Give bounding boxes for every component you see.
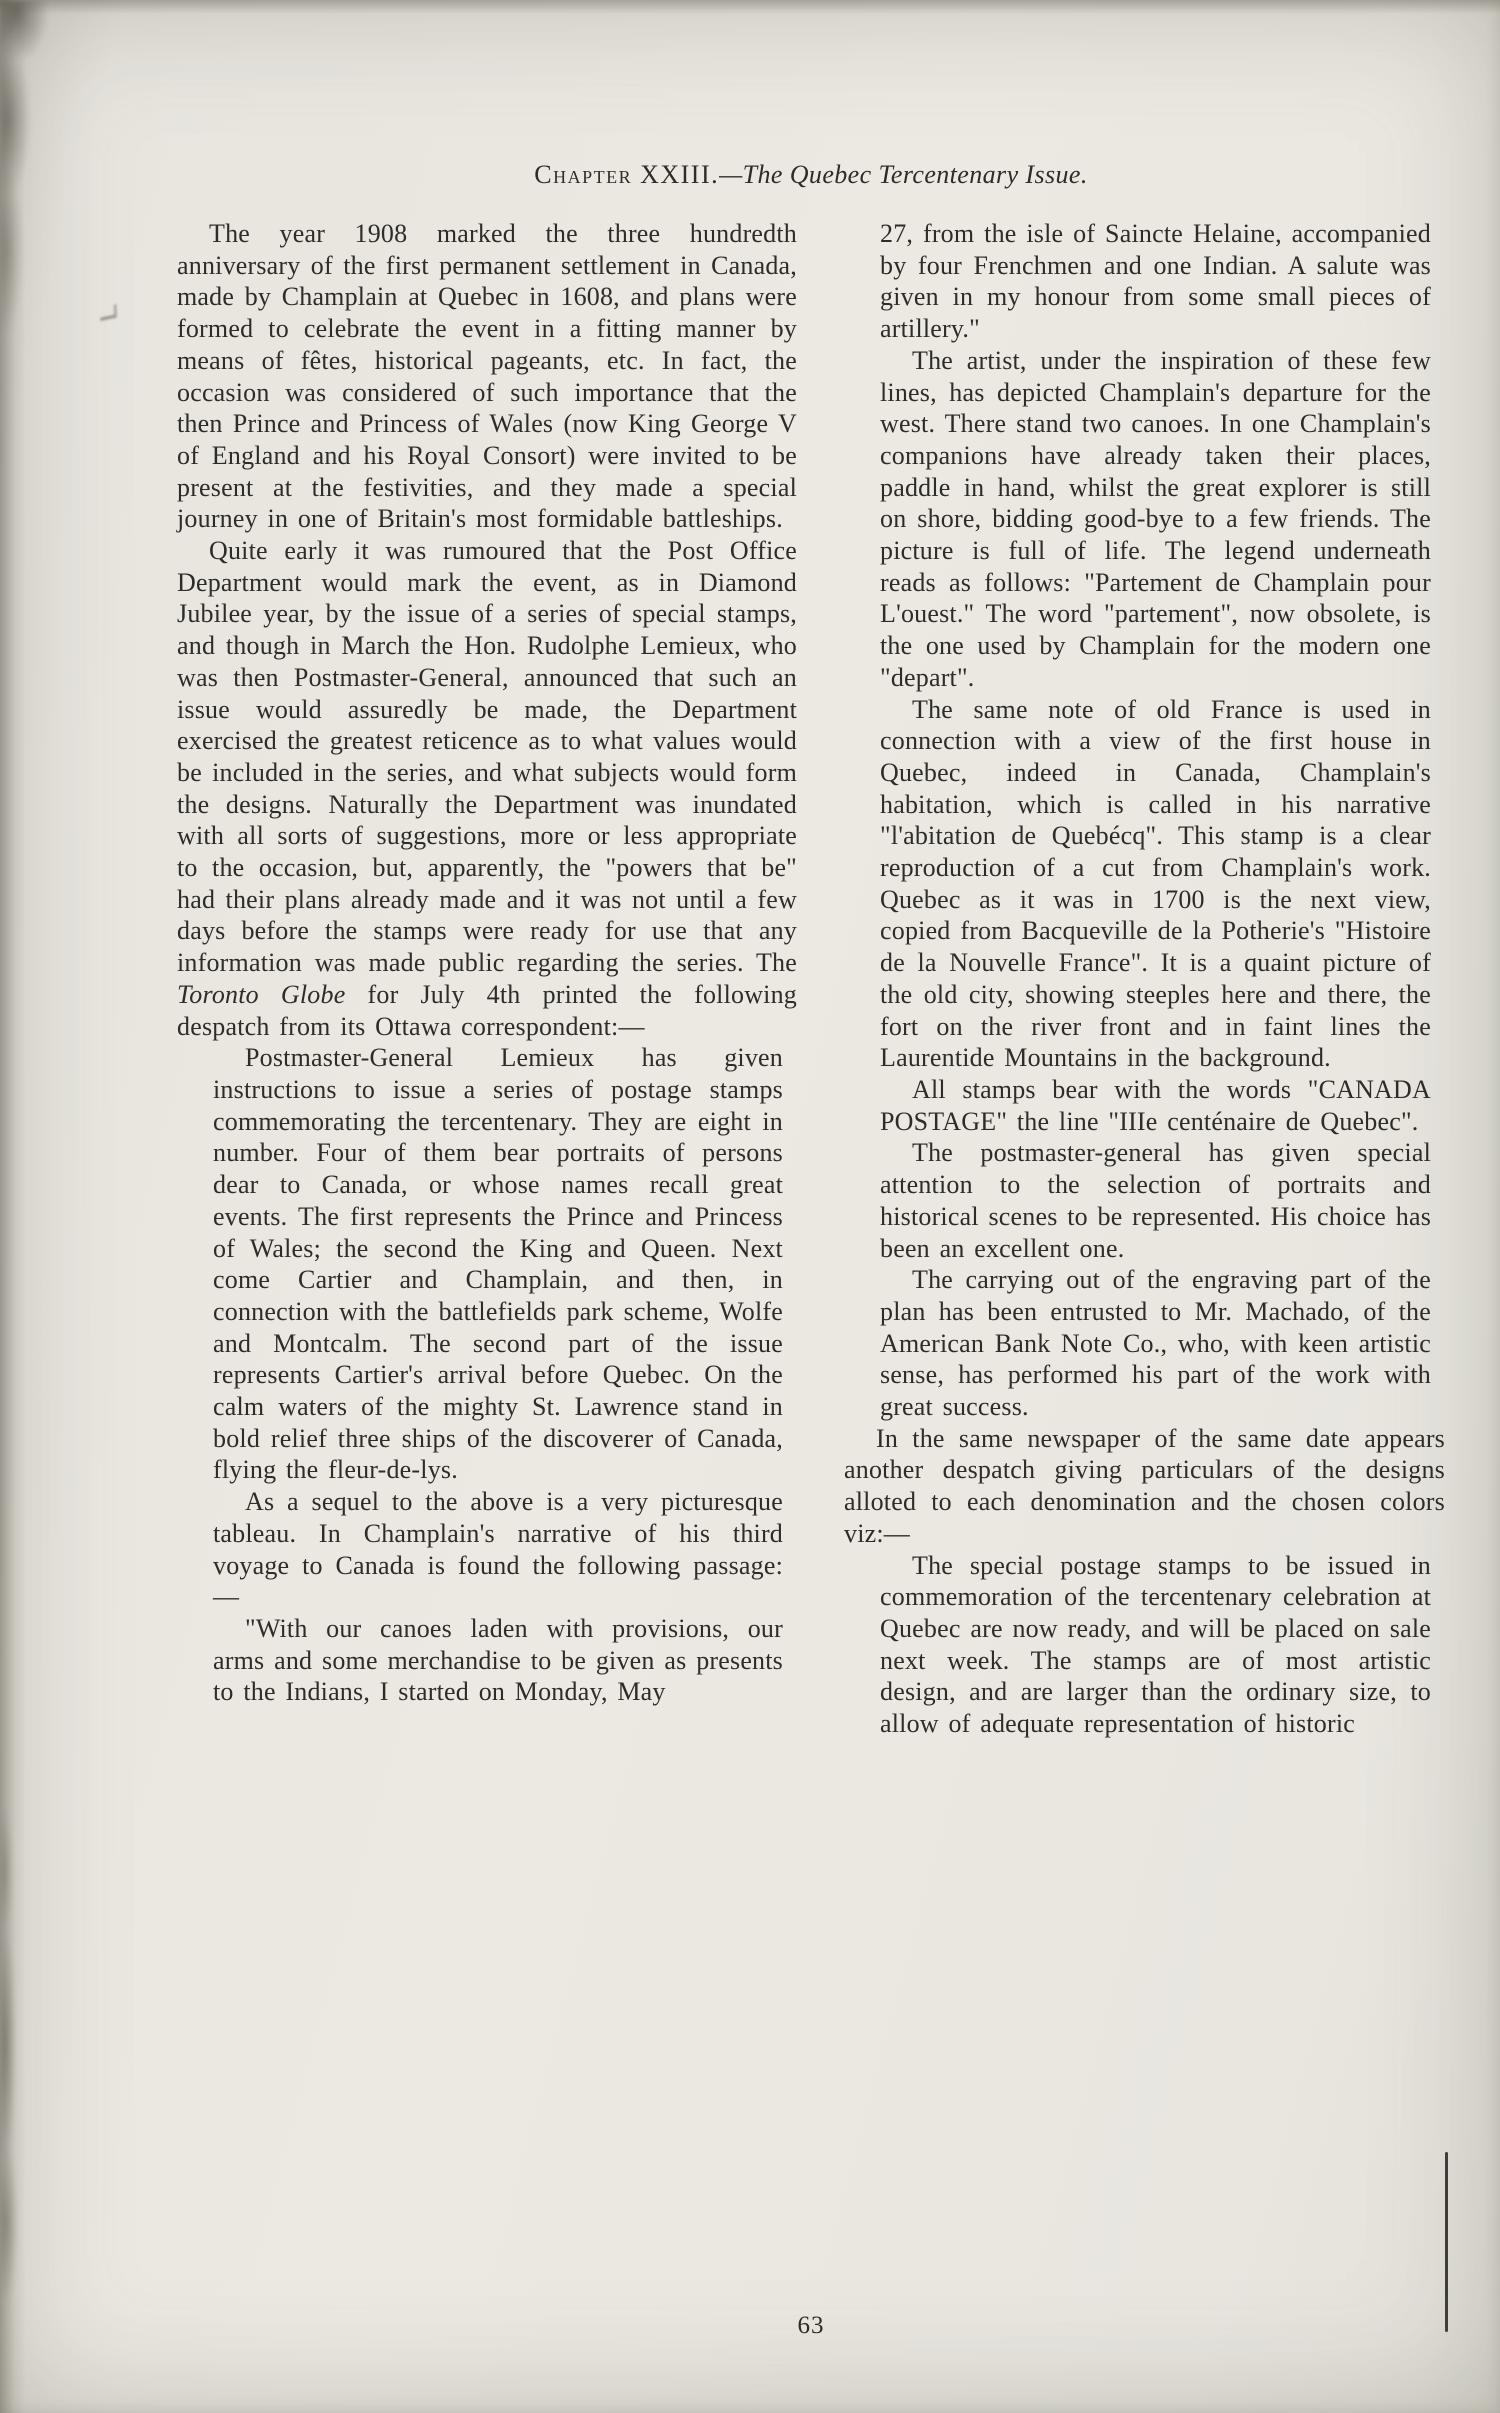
scan-edge-artifact xyxy=(0,0,1500,14)
scan-corner-artifact xyxy=(0,0,90,330)
paragraph-text: for July 4th printed the following despatch from its Ottawa correspondent:— xyxy=(177,979,797,1041)
despatch-paragraph-continued: 27, from the isle of Saincte Helaine, accompanied by four Frenchmen and one Indian. A salute was given in my honour from some small pieces of artillery." xyxy=(880,219,1431,344)
despatch-paragraph: The artist, under the inspiration of these few lines, has depicted Champlain's departure for the west. There stand two canoes. In one Champlain's companions have already taken their places, paddle in hand, whilst the great explorer is still on shore, bidding good-bye to a few friends. The picture is full of life. The legend underneath reads as follows: "Partement de Champlain pour L'ouest." The word "partement", now obsolete, is the one used by Champlain for the modern one "depart". xyxy=(880,345,1431,692)
chapter-heading xyxy=(177,158,1445,192)
newspaper-name: Toronto Globe xyxy=(177,979,346,1009)
paragraph-text: Quite early it was rumoured that the Post Office Department would mark the event, as in Diamond Jubilee year, by the issue of a series of special stamps, and though in March the Hon. Rudolphe Lemieux, who was then Postmaster-General, announced that such an issue would assuredly be made, the Department exercised the greatest reticence as to what values would be included in the series, and what subjects would form the designs. Naturally the Department was inundated with all sorts of suggestions, more or less appropriate to the occasion, but, apparently, the "powers that be" had their plans already made and it was not until a few days before the stamps were ready for use that any information was made public regarding the series. The xyxy=(177,536,797,978)
scan-line-artifact xyxy=(1445,2152,1448,2332)
despatch-paragraph: The same note of old France is used in connection with a view of the first house in Quebec, indeed in Canada, Champlain's habitation, which is called in his narrative "l'abitation de Quebécq". This stamp is a clear reproduction of a cut from Champlain's work. Quebec as it was in 1700 is the next view, copied from Bacqueville de la Potherie's "Histoire de la Nouvelle France". It is a quaint picture of the old city, showing steeples here and there, the fort on the river front and in faint lines the Laurentide Mountains in the background. xyxy=(880,694,1431,1073)
page-number: 63 xyxy=(797,2312,825,2339)
despatch-paragraph: As a sequel to the above is a very picturesque tableau. In Champlain's narrative of his third voyage to Canada is found the following passage:— xyxy=(213,1487,783,1612)
despatch-paragraph: "With our canoes laden with provisions, our arms and some merchandise to be given as presents to the Indians, I started on Monday, May xyxy=(213,1613,783,1707)
chapter-title: —The Quebec Tercentenary Issue. xyxy=(719,160,1088,189)
left-column xyxy=(177,218,797,1708)
despatch-paragraph: The special postage stamps to be issued in commemoration of the tercentenary celebration at Quebec are now ready, and will be placed on sale next week. The stamps are of most artistic design, and are larger than the ordinary size, to allow of adequate representation of historic xyxy=(880,1550,1431,1739)
paragraph-second-despatch: In the same newspaper of the same date appears another despatch giving particulars of the designs alloted to each denomination and the chosen colors viz:— xyxy=(844,1423,1445,1548)
paragraph-rumour xyxy=(177,535,797,1042)
despatch-paragraph: The carrying out of the engraving part of the plan has been entrusted to Mr. Machado, of the American Bank Note Co., who, with keen artistic sense, has performed his part of the work with great success. xyxy=(880,1265,1431,1422)
paragraph-intro: The year 1908 marked the three hundredth anniversary of the first permanent settlement in Canada, made by Champlain at Quebec in 1608, and plans were formed to celebrate the event in a fitting manner by means of fêtes, historical pageants, etc. In fact, the occasion was considered of such importance that the then Prince and Princess of Wales (now King George V of England and his Royal Consort) were invited to be present at the festivities, and they made a special journey in one of Britain's most formidable battleships. xyxy=(177,219,797,534)
text-columns xyxy=(177,218,1445,1740)
chapter-number: Chapter XXIII. xyxy=(534,160,720,189)
despatch-paragraph: All stamps bear with the words "CANADA POSTAGE" the line "IIIe centénaire de Quebec". xyxy=(880,1074,1431,1136)
scan-speck-artifact xyxy=(100,304,117,321)
page-content xyxy=(177,158,1445,1740)
scan-corner-artifact xyxy=(0,1803,46,2323)
despatch-paragraph: The postmaster-general has given special attention to the selection of portraits and historical scenes to be represented. His choice has been an excellent one. xyxy=(880,1138,1432,1263)
right-column xyxy=(844,218,1445,1740)
despatch-paragraph: Postmaster-General Lemieux has given instructions to issue a series of postage stamps commemorating the tercentenary. They are eight in number. Four of them bear portraits of persons dear to Canada, or whose names recall great events. The first represents the Prince and Princess of Wales; the second the King and Queen. Next come Cartier and Champlain, and then, in connection with the battlefields park scheme, Wolfe and Montcalm. The second part of the issue represents Cartier's arrival before Quebec. On the calm waters of the mighty St. Lawrence stand in bold relief three ships of the discoverer of Canada, flying the fleur-de-lys. xyxy=(213,1043,783,1485)
